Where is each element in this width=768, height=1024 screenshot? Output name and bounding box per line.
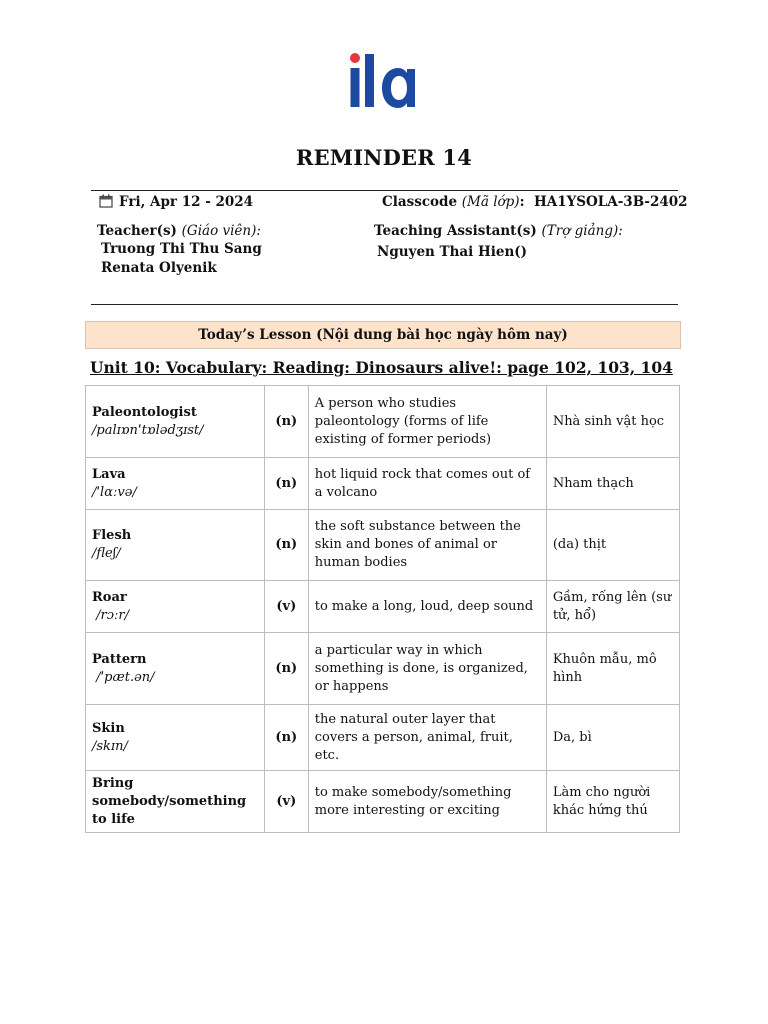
vocab-vietnamese: Làm cho người khác hứng thú: [546, 771, 679, 833]
vocab-vietnamese: Khuôn mẫu, mô hình: [546, 633, 679, 705]
classcode-value: HA1YSOLA-3B-2402: [533, 194, 688, 210]
vocab-pos: (v): [264, 771, 308, 833]
table-row: [86, 771, 680, 833]
lesson-date: [99, 194, 253, 212]
vocab-ipa: /fleʃ/: [92, 546, 121, 561]
vocab-vietnamese: (da) thịt: [546, 510, 679, 581]
vocab-pos: (n): [264, 705, 308, 771]
teacher-name: Truong Thi Thu Sang: [101, 241, 262, 257]
vocab-pos: (v): [264, 581, 308, 633]
table-row: [86, 581, 680, 633]
table-row: [86, 633, 680, 705]
ila-logo: [349, 50, 419, 110]
table-row: [86, 386, 680, 458]
vocab-definition: to make somebody/something more interesting or exciting: [308, 771, 546, 833]
vocab-pos: (n): [264, 386, 308, 458]
lesson-header: Today’s Lesson (Nội dung bài học ngày hôm nay): [85, 321, 681, 349]
classcode: Classcode (Mã lớp): HA1YSOLA-3B-2402: [382, 194, 688, 210]
vocab-word: Paleontologist: [92, 404, 197, 420]
vocab-pos: (n): [264, 458, 308, 510]
table-row: [86, 510, 680, 581]
vocab-pos: (n): [264, 633, 308, 705]
unit-title: Unit 10: Vocabulary: Reading: Dinosaurs alive!: page 102, 103, 104: [90, 358, 673, 377]
vocab-word: Flesh: [92, 528, 132, 543]
vocab-word: Skin: [92, 720, 125, 736]
vocab-ipa: /palɪɒnˈtɒlədʒɪst/: [92, 422, 204, 438]
vocab-ipa: /ˈlɑːvə/: [92, 484, 137, 500]
vocab-vietnamese: Gầm, rống lên (sư tử, hổ): [546, 581, 679, 633]
vocab-definition: the natural outer layer that covers a person, animal, fruit, etc.: [308, 705, 546, 771]
page-title: REMINDER 14: [295, 145, 473, 170]
divider-bottom: [91, 304, 678, 305]
calendar-icon: [99, 194, 113, 212]
vocab-definition: A person who studies paleontology (forms of life existing of former periods): [308, 386, 546, 458]
vocab-word: Lava: [92, 466, 126, 482]
vocab-definition: hot liquid rock that comes out of a volcano: [308, 458, 546, 510]
vocab-definition: to make a long, loud, deep sound: [308, 581, 546, 633]
vocab-pos: (n): [264, 510, 308, 581]
vocab-definition: a particular way in which something is done, is organized, or happens: [308, 633, 546, 705]
vocab-word: Pattern: [92, 651, 147, 667]
vocab-ipa: /rɔːr/: [92, 607, 129, 623]
vocab-word: Bring somebody/something to life: [92, 775, 247, 827]
assistants-label: Teaching Assistant(s) (Trợ giảng):: [374, 223, 623, 239]
table-row: [86, 458, 680, 510]
vocab-vietnamese: Nham thạch: [546, 458, 679, 510]
divider-top: [91, 190, 678, 191]
table-row: [86, 705, 680, 771]
vocab-word: Roar: [92, 589, 127, 605]
vocab-ipa: /ˈpæt.ən/: [92, 669, 155, 685]
vocab-ipa: /skɪn/: [92, 738, 128, 754]
assistant-name: Nguyen Thai Hien(): [377, 244, 528, 260]
teachers-label: Teacher(s) (Giáo viên):: [97, 223, 261, 239]
vocab-vietnamese: Nhà sinh vật học: [546, 386, 679, 458]
vocab-vietnamese: Da, bì: [546, 705, 679, 771]
teacher-name: Renata Olyenik: [101, 260, 217, 276]
vocab-definition: the soft substance between the skin and bones of animal or human bodies: [308, 510, 546, 581]
date-text: Fri, Apr 12 - 2024: [119, 194, 254, 210]
vocabulary-table: [85, 385, 680, 833]
